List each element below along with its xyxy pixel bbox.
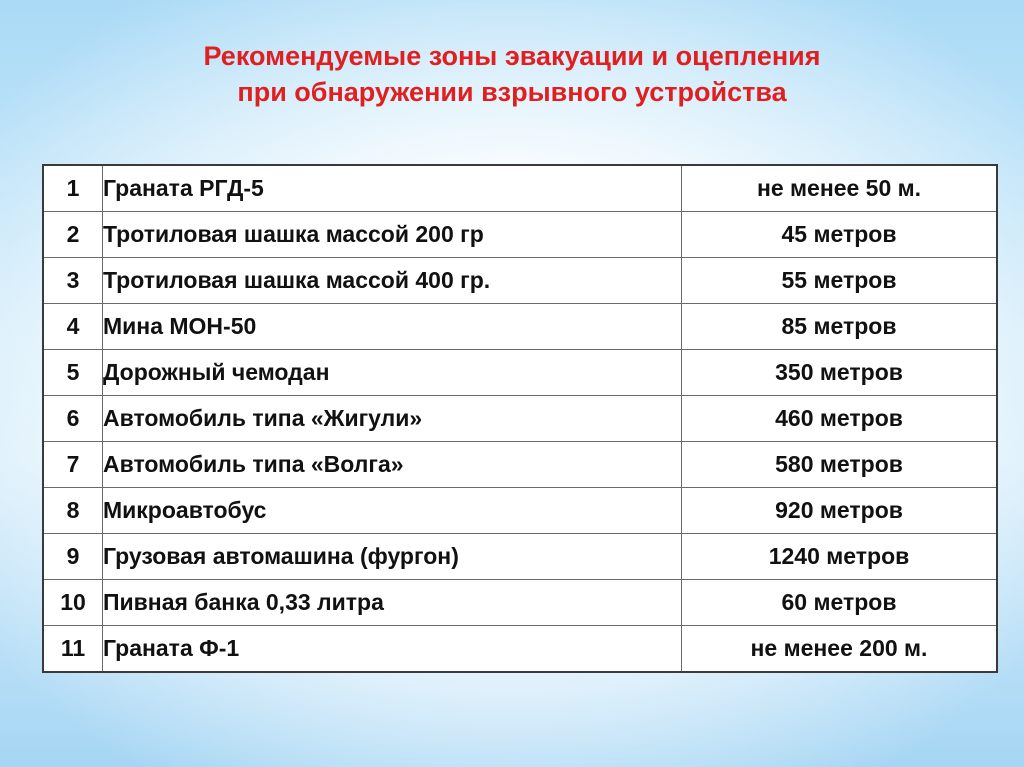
evacuation-distance: 920 метров — [682, 488, 998, 534]
object-name: Дорожный чемодан — [103, 350, 682, 396]
table-row — [43, 212, 997, 258]
object-name: Граната РГД-5 — [103, 165, 682, 212]
object-name: Автомобиль типа «Жигули» — [103, 396, 682, 442]
object-name: Микроавтобус — [103, 488, 682, 534]
evacuation-distance: не менее 200 м. — [682, 626, 998, 673]
table-row — [43, 534, 997, 580]
object-name: Пивная банка 0,33 литра — [103, 580, 682, 626]
table-row — [43, 350, 997, 396]
evacuation-distance: 460 метров — [682, 396, 998, 442]
evacuation-zones-table — [42, 164, 998, 673]
evacuation-distance: 55 метров — [682, 258, 998, 304]
table-row — [43, 442, 997, 488]
row-number: 8 — [43, 488, 103, 534]
evacuation-distance: 580 метров — [682, 442, 998, 488]
table-row — [43, 626, 997, 673]
evacuation-distance: 1240 метров — [682, 534, 998, 580]
evacuation-distance: 350 метров — [682, 350, 998, 396]
table-row — [43, 580, 997, 626]
slide-title — [0, 38, 1024, 110]
evacuation-distance: не менее 50 м. — [682, 165, 998, 212]
row-number: 9 — [43, 534, 103, 580]
object-name: Автомобиль типа «Волга» — [103, 442, 682, 488]
row-number: 11 — [43, 626, 103, 673]
title-line-2: при обнаружении взрывного устройства — [237, 77, 787, 107]
object-name: Граната Ф-1 — [103, 626, 682, 673]
table-row — [43, 258, 997, 304]
evacuation-distance: 45 метров — [682, 212, 998, 258]
row-number: 4 — [43, 304, 103, 350]
table-row — [43, 165, 997, 212]
object-name: Тротиловая шашка массой 200 гр — [103, 212, 682, 258]
title-line-1: Рекомендуемые зоны эвакуации и оцепления — [203, 41, 821, 71]
row-number: 10 — [43, 580, 103, 626]
object-name: Тротиловая шашка массой 400 гр. — [103, 258, 682, 304]
object-name: Мина МОН-50 — [103, 304, 682, 350]
row-number: 1 — [43, 165, 103, 212]
row-number: 5 — [43, 350, 103, 396]
row-number: 7 — [43, 442, 103, 488]
evacuation-distance: 60 метров — [682, 580, 998, 626]
table-row — [43, 488, 997, 534]
table-row — [43, 396, 997, 442]
object-name: Грузовая автомашина (фургон) — [103, 534, 682, 580]
row-number: 2 — [43, 212, 103, 258]
evacuation-distance: 85 метров — [682, 304, 998, 350]
row-number: 6 — [43, 396, 103, 442]
table-row — [43, 304, 997, 350]
row-number: 3 — [43, 258, 103, 304]
